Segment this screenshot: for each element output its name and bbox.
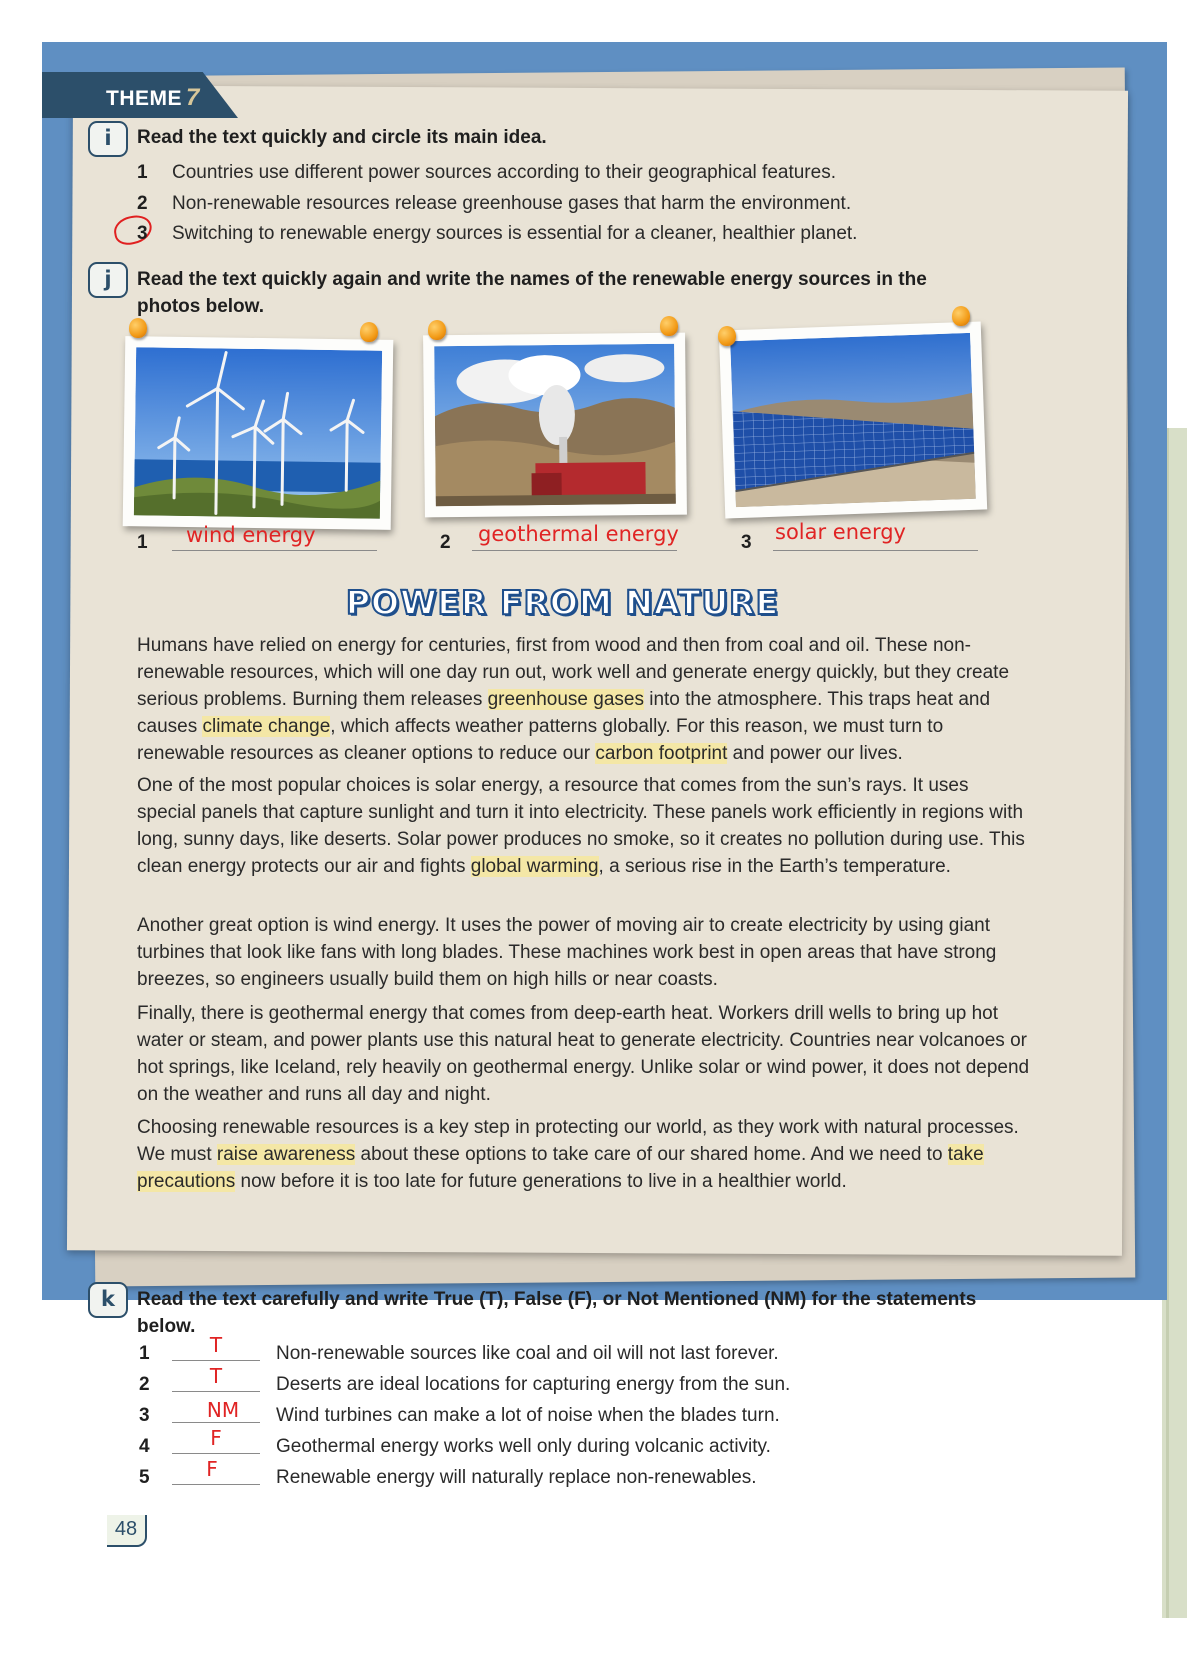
article-paragraph-3: Another great option is wind energy. It uses the power of moving air to create electricity by using giant turbines that look like fans with long blades. These machines work best in open areas that have strong breezes, so engineers usually build them on high hills or near coasts. — [137, 915, 997, 990]
theme-label — [106, 84, 200, 112]
option-3-number: 3 — [137, 223, 148, 244]
article-paragraph-5 — [137, 1114, 1032, 1195]
option-1-text: Countries use different power sources according to their geographical features. — [172, 162, 836, 183]
statement-2-line — [172, 1391, 260, 1392]
article-paragraph-4: Finally, there is geothermal energy that comes from deep-earth heat. Workers drill wells to bring up hot water or steam, and power plants use this natural heat to generate electricity. Countries near volcanoes or hot springs, like Iceland, rely heavily on geothermal energy. Unlike solar or wind power, it does not depend on the weather and runs all day and night. — [137, 1003, 1030, 1105]
statement-2-number: 2 — [139, 1374, 150, 1395]
photo-3-answer-line — [773, 550, 978, 551]
photo-3-answer: solar energy — [775, 520, 906, 544]
section-j-marker: j — [88, 262, 128, 298]
statement-3-line — [172, 1422, 260, 1423]
p2-text-b: , a serious rise in the Earth’s temperature. — [598, 856, 951, 877]
statement-5-answer: F — [206, 1457, 218, 1481]
photo-2-answer-line — [472, 550, 677, 551]
statement-5-number: 5 — [139, 1467, 150, 1488]
wind-turbines-image — [134, 347, 382, 518]
statement-4-answer: F — [210, 1426, 222, 1450]
photo-1-number: 1 — [137, 532, 148, 553]
photo-1-answer-line — [172, 550, 377, 551]
statement-1-line — [172, 1360, 260, 1361]
p5-text-a: Choosing renewable resources is a key step in protecting our world, as they work with natural processes. We must — [137, 1117, 1019, 1165]
photo-1-answer: wind energy — [186, 523, 316, 547]
statement-1-number: 1 — [139, 1343, 150, 1364]
statement-5-text: Renewable energy will naturally replace non-renewables. — [276, 1467, 757, 1488]
pin-icon — [718, 326, 736, 346]
section-i-instruction: Read the text quickly and circle its main idea. — [137, 127, 547, 148]
section-k-marker: k — [88, 1282, 128, 1318]
option-1-number: 1 — [137, 162, 148, 183]
statement-4-line — [172, 1453, 260, 1454]
statement-4-text: Geothermal energy works well only during volcanic activity. — [276, 1436, 771, 1457]
option-2-number: 2 — [137, 193, 148, 214]
theme-number: 7 — [186, 84, 200, 111]
section-j-instruction-line2: photos below. — [137, 296, 265, 317]
statement-4-number: 4 — [139, 1436, 150, 1457]
pin-icon — [428, 320, 446, 340]
p1-text-d: and power our lives. — [727, 743, 903, 764]
pin-icon — [129, 318, 147, 338]
highlight-take-precautions: take precautions — [137, 1144, 984, 1192]
statement-5-line — [172, 1484, 260, 1485]
highlight-global-warming: global warming — [470, 856, 599, 877]
photo-2-answer: geothermal energy — [478, 522, 679, 546]
pin-icon — [360, 322, 378, 342]
statement-3-text: Wind turbines can make a lot of noise when the blades turn. — [276, 1405, 780, 1426]
highlight-carbon-footprint: carbon footprint — [595, 743, 728, 764]
article-paragraph-1 — [137, 632, 1032, 767]
p1-text-c: , which affects weather patterns globally. For this reason, we must turn to renewable resources as cleaner options to reduce our — [137, 716, 944, 764]
photo-solar-panels — [719, 321, 987, 518]
article-title: POWER FROM NATURE — [345, 583, 780, 622]
statement-1-text: Non-renewable sources like coal and oil will not last forever. — [276, 1343, 779, 1364]
theme-word: THEME — [106, 87, 182, 110]
photo-wind-turbines — [123, 336, 394, 530]
pin-icon — [660, 316, 678, 336]
photo-2-number: 2 — [440, 532, 451, 553]
option-3-text: Switching to renewable energy sources is essential for a cleaner, healthier planet. — [172, 223, 858, 244]
p5-text-c: now before it is too late for future generations to live in a healthier world. — [235, 1171, 847, 1192]
highlight-greenhouse-gases: greenhouse gases — [487, 689, 644, 710]
statement-2-text: Deserts are ideal locations for capturing energy from the sun. — [276, 1374, 791, 1395]
section-i-marker: i — [88, 121, 128, 157]
pin-icon — [952, 306, 970, 326]
p2-text-a: One of the most popular choices is solar energy, a resource that comes from the sun’s rays. It uses special panels that capture sunlight and turn it into electricity. These panels work efficiently in regions with long, sunny days, like deserts. Solar power produces no smoke, so it creates no pollution during use. This clean energy protects our air and fights — [137, 775, 1025, 877]
geothermal-plant-image — [434, 344, 676, 507]
solar-panels-image — [730, 333, 976, 507]
p5-text-b: about these options to take care of our shared home. And we need to — [355, 1144, 948, 1165]
option-2-text: Non-renewable resources release greenhouse gases that harm the environment. — [172, 193, 852, 214]
article-paragraph-2 — [137, 772, 1032, 880]
highlight-raise-awareness: raise awareness — [216, 1144, 356, 1165]
p1-text-b: into the atmosphere. This traps heat and causes — [137, 689, 991, 737]
section-k-instruction-line2: below. — [137, 1316, 196, 1337]
section-k-instruction-line1: Read the text carefully and write True (T), False (F), or Not Mentioned (NM) for the statements — [137, 1289, 977, 1310]
statement-2-answer: T — [209, 1364, 223, 1388]
p1-text-a: Humans have relied on energy for centuries, first from wood and then from coal and oil. These non-renewable resources, which will one day run out, work well and generate energy quickly, but they create serious problems. Burning them releases — [137, 635, 1010, 710]
highlight-climate-change: climate change — [202, 716, 331, 737]
photo-3-number: 3 — [741, 532, 752, 553]
section-j-instruction-line1: Read the text quickly again and write the names of the renewable energy sources in the — [137, 269, 927, 290]
statement-3-answer: NM — [206, 1398, 240, 1422]
statement-3-number: 3 — [139, 1405, 150, 1426]
statement-1-answer: T — [209, 1333, 223, 1357]
page-number: 48 — [107, 1515, 147, 1547]
photo-geothermal-plant — [423, 333, 687, 518]
